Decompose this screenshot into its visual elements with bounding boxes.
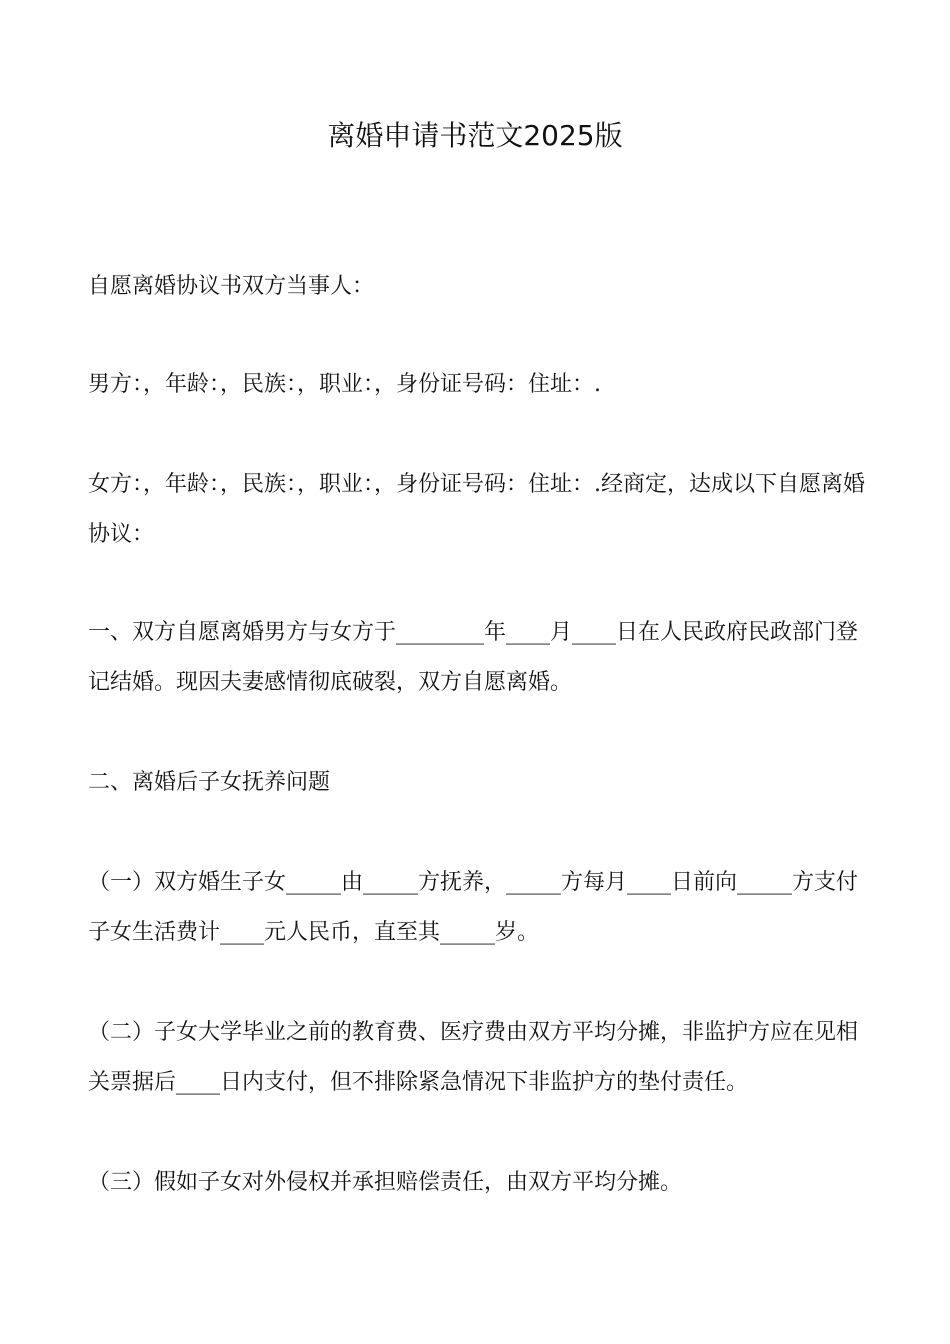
paragraph-clause-2-3: （三）假如子女对外侵权并承担赔偿责任，由双方平均分摊。 [88,1170,683,1195]
paragraph-clause-2-heading: 二、离婚后子女抚养问题 [88,770,331,795]
paragraph-male-party: 男方：，年龄：，民族：，职业：，身份证号码：住址：. [88,372,601,397]
paragraph-clause-2-2: （二）子女大学毕业之前的教育费、医疗费由双方平均分摊，非监护方应在见相关票据后____日内支付，但不排除紧急情况下非监护方的垫付责任。 [88,1020,859,1095]
paragraph-parties-heading: 自愿离婚协议书双方当事人： [88,274,375,299]
document-title: 离婚申请书范文2025版 [327,119,623,152]
paragraph-clause-2-1: （一）双方婚生子女_____由_____方抚养，_____方每月____日前向_____方支付子女生活费计____元人民币，直至其_____岁。 [88,870,859,945]
paragraph-female-party: 女方：，年龄：，民族：，职业：，身份证号码：住址：.经商定，达成以下自愿离婚协议： [88,472,865,547]
paragraph-clause-1: 一、双方自愿离婚男方与女方于________年____月____日在人民政府民政部门登记结婚。现因夫妻感情彻底破裂，双方自愿离婚。 [88,620,859,695]
